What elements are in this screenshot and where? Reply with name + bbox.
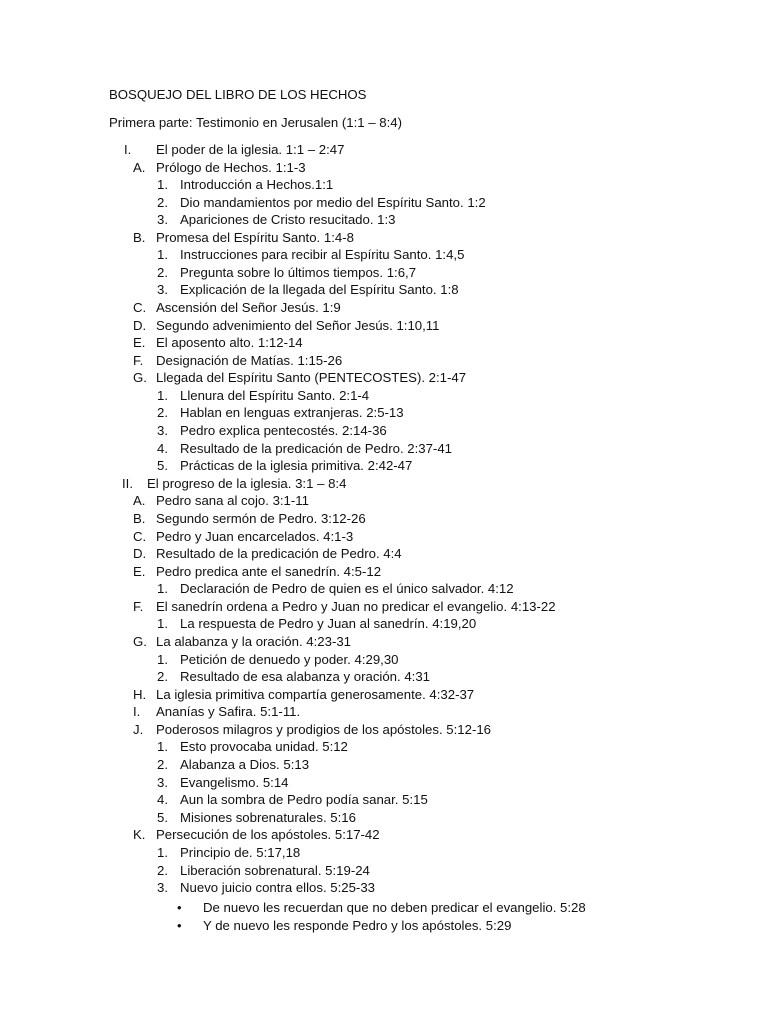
bullet-icon: • xyxy=(177,900,182,915)
document-subtitle: Primera parte: Testimonio en Jerusalen (1:1 – 8:4) xyxy=(109,115,402,130)
bullet-icon: • xyxy=(177,918,182,933)
document-page: BOSQUEJO DEL LIBRO DE LOS HECHOS Primera parte: Testimonio en Jerusalen (1:1 – 8:4) I. El poder de la iglesia. 1:1 – 2:47 A. Prólogo de Hechos. 1:1-3 1. Introducción a Hechos.1:1 2. Dio mandamientos por medio del Espíritu Santo. 1:2 3. Apariciones de Cristo resucitado. 1:3 B. Promesa del Espíritu Santo. 1:4-8 1. Instrucciones para recibir al Espíritu Santo. 1:4,5 2. Pregunta sobre lo últimos tiempos. 1:6,7 3. Explicación de la llegada del Espíritu Santo. 1:8 C. Ascensión del Señor Jesús. 1:9 D. Segundo advenimiento del Señor Jesús. 1:10,11 E. El aposento alto. 1:12-14 F. Designación de Matías. 1:15-26 G. Llegada del Espíritu Santo (PENTECOSTES). 2:1-47 1. Llenura del Espíritu Santo. 2:1-4 2. Hablan en lenguas extranjeras. 2:5-13 3. Pedro explica pentecostés. 2:14-36 4. Resultado de la predicación de Pedro. 2:37-41 5. Prácticas de la iglesia primitiva. 2:42-47 II. El progreso de la iglesia. 3:1 – 8:4 A. Pedro sana al cojo. 3:1-11 B. Segundo sermón de Pedro. 3:12-26 C. Pedro y Juan encarcelados. 4:1-3 D. Resultado de la predicación de Pedro. 4:4 E. Pedro predica ante el sanedrín. 4:5-12 1. Declaración de Pedro de quien es el único salvador. 4:12 F. El sanedrín ordena a Pedro y Juan no predicar el evangelio. 4:13-22 1. La respuesta de Pedro y Juan al sanedrín. 4:19,20 G. La alabanza y la oración. 4:23-31 1. Petición de denuedo y poder. 4:29,30 2. Resultado de esa alabanza y oración. 4:31 H. La iglesia primitiva compartía generosamente. 4:32-37 I. Ananías y Safira. 5:1-11. J. Poderosos milagros y prodigios de los apóstoles. 5:12-16 1. Esto provocaba unidad. 5:12 2. Alabanza a Dios. 5:13 3. Evangelismo. 5:14 4. Aun la sombra de Pedro podía sanar. 5:15 5. Misiones sobrenaturales. 5:16 K. Persecución de los apóstoles. 5:17-42 1. Principio de. 5:17,18 2. Liberación sobrenatural. 5:19-24 3. Nuevo juicio contra ellos. 5:25-33 • De nuevo les recuerdan que no deben predicar el evangelio. 5:28 • Y de nuevo les responde Pedro y los apóstoles. 5:29 xyxy=(109,87,586,933)
document-title: BOSQUEJO DEL LIBRO DE LOS HECHOS xyxy=(109,87,367,102)
